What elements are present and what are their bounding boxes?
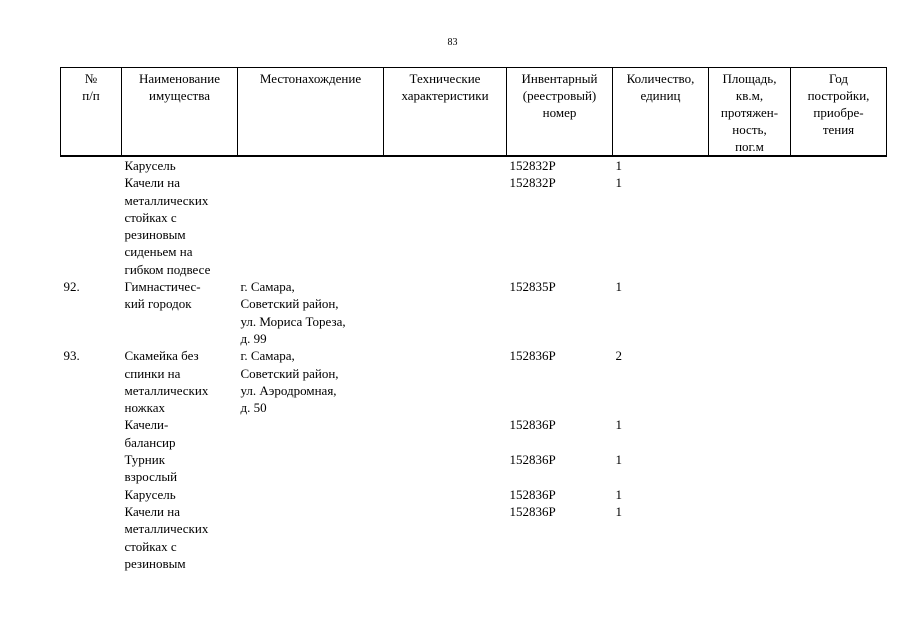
text-line: Карусель <box>124 486 176 502</box>
text-line: г. Самара, <box>240 279 295 295</box>
text-line: д. 50 <box>240 400 267 416</box>
text-line: Качели на <box>124 175 180 191</box>
text-line: Качели на <box>124 503 180 519</box>
cell-tech <box>384 174 507 278</box>
cell-location <box>238 451 384 486</box>
text-line: ул. Аэродромная, <box>240 382 337 398</box>
cell-name <box>122 156 238 174</box>
text-line: резиновым <box>124 555 186 571</box>
page-number: 83 <box>447 37 458 48</box>
cell-name <box>122 503 238 572</box>
text-line: стойках с <box>124 538 177 554</box>
cell-inventory: 152836Р <box>509 486 556 502</box>
header-inventory <box>507 68 613 157</box>
cell-year <box>791 503 887 572</box>
text-line: (реестровый) <box>522 88 597 103</box>
cell-inventory: 152836Р <box>509 417 556 433</box>
cell-name <box>122 486 238 503</box>
cell-tech <box>384 486 507 503</box>
text-line: гибком подвесе <box>124 261 211 277</box>
table-body <box>61 156 887 572</box>
text-line: характеристики <box>401 88 489 103</box>
text-line: д. 99 <box>240 330 267 346</box>
cell-inventory: 152832Р <box>509 158 556 173</box>
cell-quantity: 1 <box>615 417 622 433</box>
cell-inventory: 152836Р <box>509 348 556 364</box>
cell-tech <box>384 503 507 572</box>
cell-quantity: 1 <box>615 486 622 502</box>
table-row <box>61 278 887 347</box>
cell-year <box>791 278 887 347</box>
header-area <box>709 68 791 157</box>
cell-quantity: 2 <box>615 348 622 364</box>
cell-tech <box>384 278 507 347</box>
text-line: металлических <box>124 192 209 208</box>
cell-num <box>61 156 122 174</box>
cell-location <box>238 156 384 174</box>
header-num <box>61 68 122 157</box>
text-line: ножках <box>124 400 166 416</box>
cell-num <box>61 416 122 451</box>
text-line: взрослый <box>124 469 178 485</box>
cell-tech <box>384 347 507 416</box>
cell-tech <box>384 156 507 174</box>
text-line: Количество, <box>626 71 695 86</box>
text-line: Местонахождение <box>259 71 362 86</box>
text-line: номер <box>542 105 577 120</box>
cell-year <box>791 451 887 486</box>
cell-name <box>122 174 238 278</box>
cell-quantity: 1 <box>615 452 622 468</box>
text-line: 93. <box>63 348 80 364</box>
cell-year <box>791 347 887 416</box>
header-quantity <box>613 68 709 157</box>
text-line: кий городок <box>124 296 192 312</box>
cell-area <box>709 486 791 503</box>
cell-inventory: 152836Р <box>509 452 556 468</box>
cell-tech <box>384 416 507 451</box>
text-line: балансир <box>124 434 176 450</box>
header-location <box>238 68 384 157</box>
text-line: спинки на <box>124 365 181 381</box>
cell-num <box>61 503 122 572</box>
text-line: пог.м <box>735 139 764 154</box>
cell-year <box>791 416 887 451</box>
text-line: Год <box>828 71 849 86</box>
cell-area <box>709 416 791 451</box>
cell-area <box>709 156 791 174</box>
cell-name <box>122 278 238 347</box>
cell-area <box>709 174 791 278</box>
text-line: тения <box>822 122 855 137</box>
cell-name <box>122 347 238 416</box>
text-line: Турник <box>124 452 166 468</box>
text-line: единиц <box>640 88 681 103</box>
cell-name <box>122 451 238 486</box>
table-row <box>61 156 887 174</box>
cell-name <box>122 416 238 451</box>
cell-location <box>238 486 384 503</box>
cell-location <box>238 278 384 347</box>
cell-num <box>61 174 122 278</box>
text-line: п/п <box>82 88 100 103</box>
cell-year <box>791 174 887 278</box>
cell-area <box>709 503 791 572</box>
text-line: Советский район, <box>240 365 339 381</box>
table-row <box>61 174 887 278</box>
text-line: металлических <box>124 521 209 537</box>
text-line: металлических <box>124 382 209 398</box>
cell-inventory: 152836Р <box>509 503 556 519</box>
text-line: ность, <box>732 122 767 137</box>
cell-area <box>709 347 791 416</box>
cell-location <box>238 503 384 572</box>
table-row <box>61 486 887 503</box>
cell-location <box>238 174 384 278</box>
cell-inventory: 152832Р <box>509 175 556 191</box>
cell-num <box>61 347 122 416</box>
text-line: Качели- <box>124 417 169 433</box>
cell-location <box>238 347 384 416</box>
cell-location <box>238 416 384 451</box>
cell-area <box>709 278 791 347</box>
text-line: кв.м, <box>735 88 764 103</box>
header-row <box>61 68 887 157</box>
cell-num <box>61 278 122 347</box>
table-row <box>61 503 887 572</box>
text-line: Площадь, <box>722 71 777 86</box>
text-line: Карусель <box>124 158 176 173</box>
cell-area <box>709 451 791 486</box>
header-name <box>122 68 238 157</box>
cell-num <box>61 451 122 486</box>
text-line: 92. <box>63 279 80 295</box>
text-line: приобре- <box>813 105 864 120</box>
header-tech <box>384 68 507 157</box>
text-line: Инвентарный <box>521 71 598 86</box>
property-registry-table <box>60 67 887 572</box>
table-row <box>61 416 887 451</box>
text-line: Технические <box>409 71 481 86</box>
text-line: имущества <box>149 88 210 103</box>
text-line: № <box>84 71 98 86</box>
cell-num <box>61 486 122 503</box>
cell-year <box>791 156 887 174</box>
text-line: Советский район, <box>240 296 339 312</box>
text-line: Скамейка без <box>124 348 199 364</box>
cell-quantity: 1 <box>615 158 622 173</box>
text-line: резиновым <box>124 227 186 243</box>
text-line: ул. Мориса Тореза, <box>240 313 346 329</box>
cell-inventory: 152835Р <box>509 279 556 295</box>
table-row <box>61 347 887 416</box>
cell-quantity: 1 <box>615 175 622 191</box>
cell-quantity: 1 <box>615 503 622 519</box>
cell-quantity: 1 <box>615 279 622 295</box>
header-year <box>791 68 887 157</box>
text-line: Гимнастичес- <box>124 279 201 295</box>
cell-year <box>791 486 887 503</box>
text-line: г. Самара, <box>240 348 295 364</box>
text-line: стойках с <box>124 209 177 225</box>
cell-tech <box>384 451 507 486</box>
table-row <box>61 451 887 486</box>
text-line: протяжен- <box>720 105 779 120</box>
text-line: сиденьем на <box>124 244 193 260</box>
text-line: постройки, <box>807 88 870 103</box>
text-line: Наименование <box>139 71 220 86</box>
